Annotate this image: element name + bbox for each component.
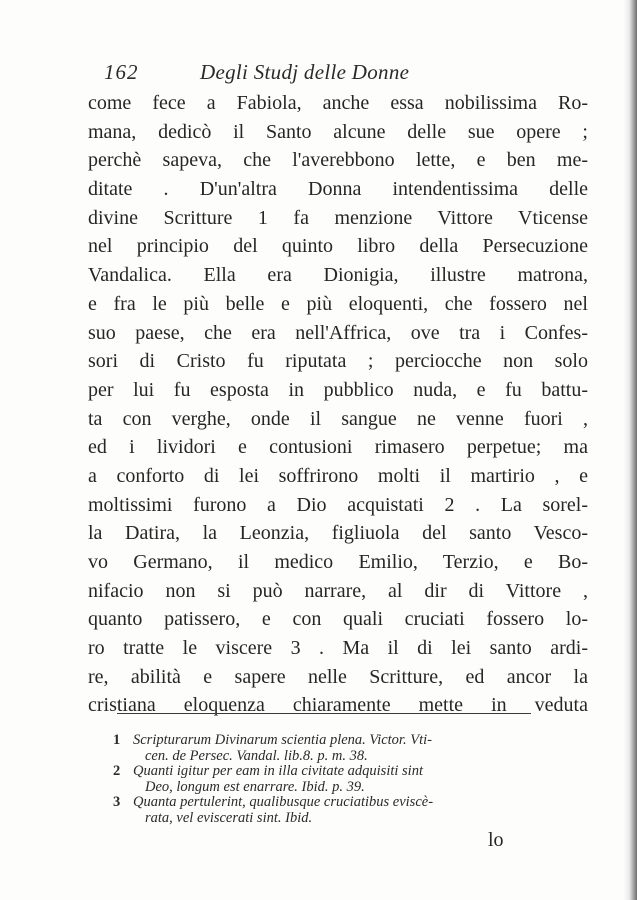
footnote-number: 1 (113, 732, 121, 748)
footnote-line: Quanti igitur per eam in illa civitate adquisiti sint (133, 763, 423, 780)
text-line: nel principio del quinto libro della Persecuzione (88, 235, 588, 258)
text-line: sori di Cristo fu riputata ; perciocche non solo (88, 350, 588, 373)
main-text (88, 89, 588, 720)
text-line: cristiana eloquenza chiaramente mette in veduta (88, 694, 588, 717)
page-header (96, 60, 576, 90)
footnotes (113, 733, 533, 827)
text-line: e fra le più belle e più eloquenti, che fossero nel (88, 292, 588, 315)
text-line: quanto patissero, e con quali cruciati fossero lo- (88, 608, 588, 631)
footnote-number: 2 (113, 763, 121, 780)
text-line: perchè sapeva, che l'averebbono lette, e ben me- (88, 149, 588, 172)
page-edge-shadow (623, 0, 637, 900)
text-line: divine Scritture 1 fa menzione Vittore Vticense (88, 206, 588, 229)
text-line: mana, dedicò il Santo alcune delle sue opere ; (88, 120, 588, 143)
text-line: vo Germano, il medico Emilio, Terzio, e Bo- (88, 551, 588, 573)
running-title: Degli Studj delle Donne (200, 60, 410, 84)
catchword: lo (488, 829, 504, 851)
text-line: ta con verghe, onde il sangue ne venne fuori , (88, 407, 588, 430)
footnote-line: Quanta pertulerint, qualibusque cruciatibus eviscè- (133, 794, 434, 811)
footnote (113, 733, 533, 764)
text-line: moltissimi furono a Dio acquistati 2 . La sorel- (88, 493, 588, 516)
text-line: ditate . D'un'altra Donna intendentissima delle (88, 178, 588, 201)
footnote-line: Scripturarum Divinarum scientia plena. Victor. Vti- (133, 732, 432, 748)
text-line: nifacio non si può narrare, al dir di Vittore , (88, 579, 588, 602)
text-line: la Datira, la Leonzia, figliuola del santo Vesco- (88, 522, 588, 545)
text-line: a conforto di lei soffrirono molti il martirio , e (88, 464, 588, 487)
footnote (113, 795, 533, 826)
footnote-divider (117, 713, 531, 714)
footnote-line: Deo, longum est enarrare. Ibid. p. 39. (145, 778, 365, 795)
text-line: ed i lividori e contusioni rimasero perpetue; ma (88, 436, 588, 459)
text-line: per lui fu esposta in pubblico nuda, e fu battu- (88, 378, 588, 401)
text-line: come fece a Fabiola, anche essa nobilissima Ro- (88, 92, 588, 114)
footnote-number: 3 (113, 794, 121, 811)
text-line: suo paese, che era nell'Affrica, ove tra i Confes- (88, 321, 588, 344)
page-number: 162 (104, 60, 139, 84)
text-line: re, abilità e sapere nelle Scritture, ed ancor la (88, 665, 588, 688)
footnote-line: rata, vel eviscerati sint. Ibid. (145, 809, 313, 826)
text-line: ro tratte le viscere 3 . Ma il di lei santo ardi- (88, 637, 588, 660)
text-line: Vandalica. Ella era Dionigia, illustre matrona, (88, 264, 588, 287)
footnote (113, 764, 533, 795)
footnote-line: cen. de Persec. Vandal. lib.8. p. m. 38. (145, 747, 368, 764)
